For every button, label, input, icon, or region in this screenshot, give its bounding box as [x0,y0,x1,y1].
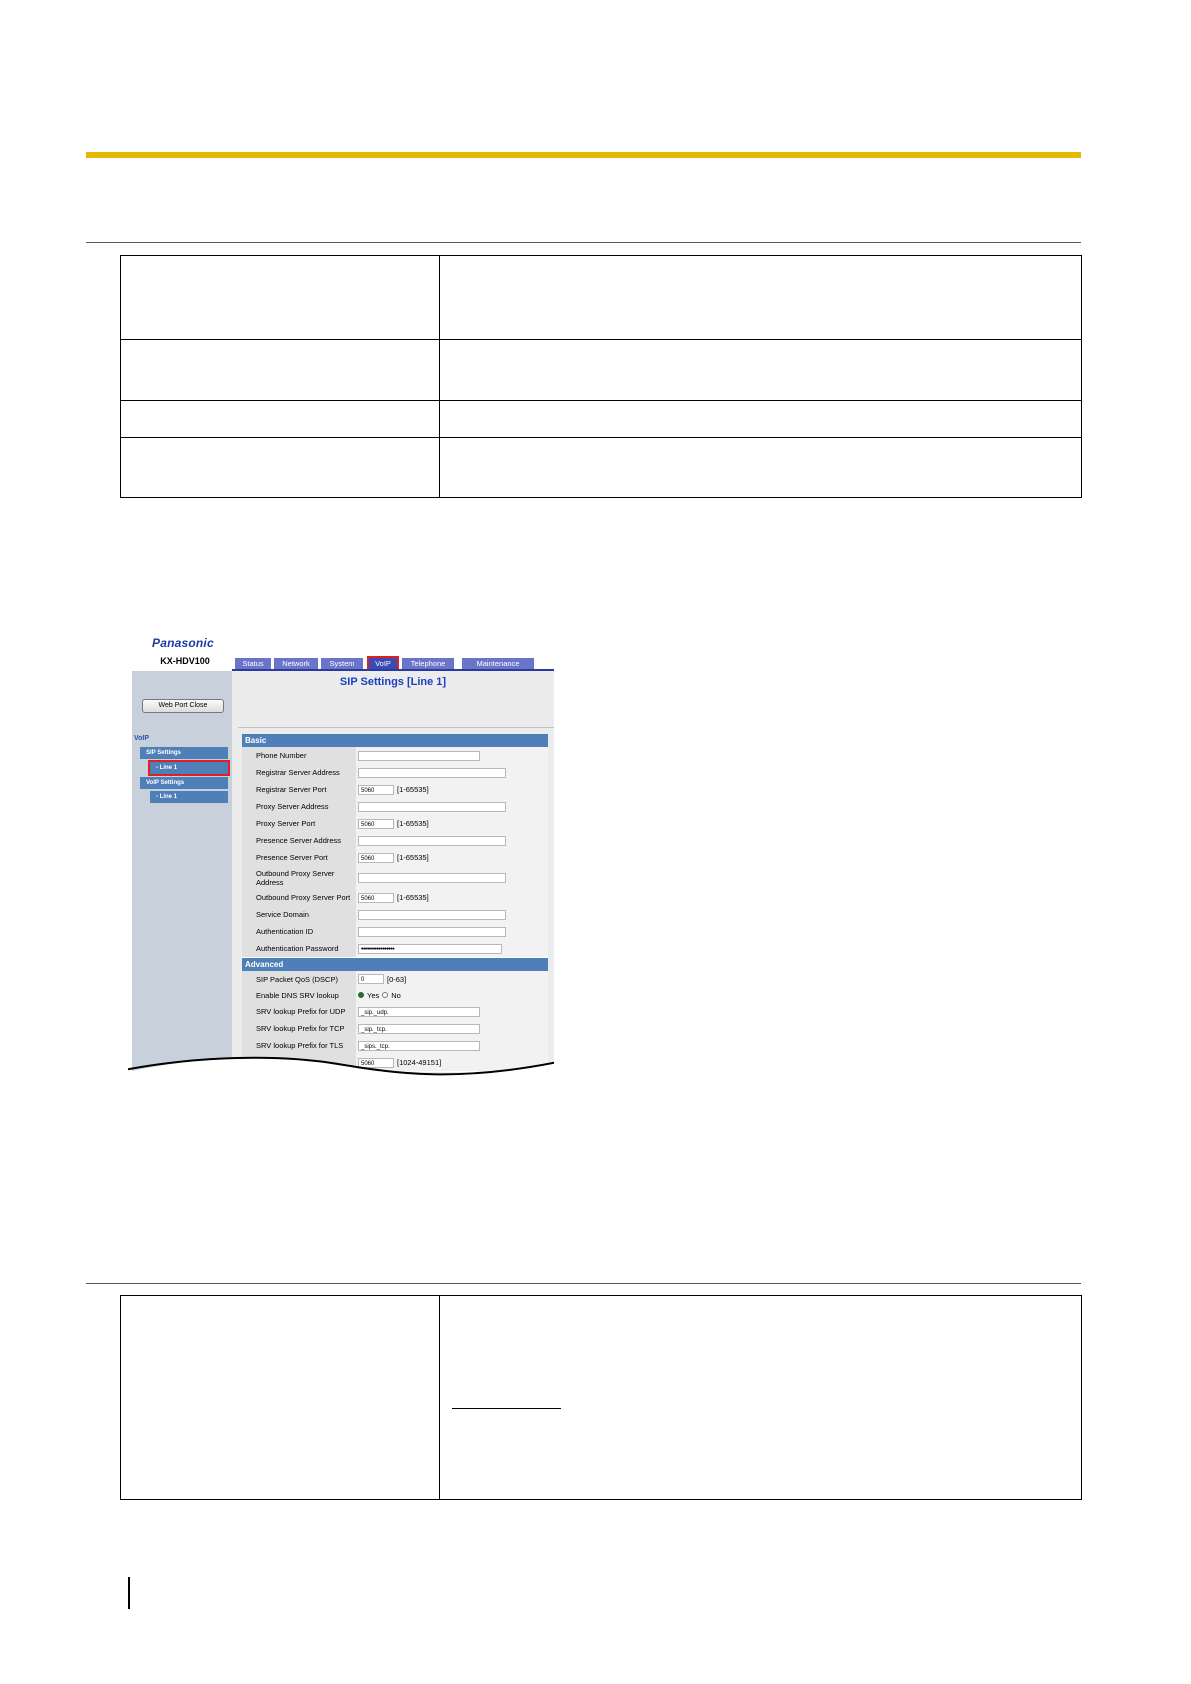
section-advanced-header: Advanced [242,958,548,971]
row-outbound-proxy-server-port [242,889,548,907]
outbound-proxy-server-address-input[interactable] [358,873,506,883]
field-label: Registrar Server Address [242,764,356,781]
registrar-server-port-input[interactable]: 5060 [358,785,394,795]
authentication-id-input[interactable] [358,927,506,937]
row-service-domain [242,906,548,924]
field-label: Presence Server Port [242,849,356,866]
row-enable-dns-srv [242,987,548,1004]
field-label: Phone Number [242,747,356,764]
field-label: Outbound Proxy Server Address [242,866,356,889]
row-presence-server-address [242,832,548,850]
param-name-cell [121,401,440,438]
model-name: KX-HDV100 [160,656,210,666]
range-hint: [1024-49151] [397,1058,442,1067]
field-label: Enable DNS SRV lookup [242,987,356,1003]
outbound-proxy-server-port-input[interactable]: 5060 [358,893,394,903]
sidebar-section-voip: VoIP [134,735,150,742]
row-authentication-id [242,923,548,941]
row-proxy-server-port [242,815,548,833]
row-authentication-password [242,940,548,958]
field-label: Authentication ID [242,923,356,940]
panasonic-logo: Panasonic [152,636,214,650]
field-label: Registrar Server Port [242,781,356,798]
tab-status[interactable]: Status [235,658,271,669]
param-name-cell [121,340,440,401]
radio-label-no: No [391,990,401,1000]
header-yellow-rule [86,152,1081,158]
param-desc-cell [440,438,1082,498]
row-srv-prefix-udp [242,1003,548,1021]
sidebar-item-voip-settings[interactable]: VoIP Settings [140,777,228,789]
row-outbound-proxy-server-address [242,866,548,890]
row-sip-packet-qos [242,971,548,988]
title-divider [238,727,554,728]
row-srv-prefix-tls [242,1037,548,1055]
sip-packet-qos-input[interactable]: 0 [358,974,384,984]
range-hint: [1-65535] [397,819,429,828]
sidebar-item-sip-settings[interactable]: SIP Settings [140,747,228,759]
phone-number-input[interactable] [358,751,480,761]
presence-server-port-input[interactable]: 5060 [358,853,394,863]
section-basic-header: Basic [242,734,548,747]
param-desc-cell [440,256,1082,340]
note-underline [452,1408,561,1409]
page-footer-bar [128,1577,130,1609]
local-sip-port-input[interactable]: 5060 [358,1058,394,1068]
field-label: SRV lookup Prefix for TCP [242,1020,356,1037]
row-registrar-server-address [242,764,548,782]
param-name-cell [121,438,440,498]
registrar-server-address-input[interactable] [358,768,506,778]
parameter-table-top [120,255,1082,498]
field-label: SRV lookup Prefix for UDP [242,1003,356,1020]
tab-network[interactable]: Network [274,658,318,669]
range-hint: [1-65535] [397,853,429,862]
param-desc-cell [440,340,1082,401]
dns-srv-no-radio[interactable] [382,992,388,998]
authentication-password-input[interactable]: ••••••••••••••••• [358,944,502,954]
proxy-server-address-input[interactable] [358,802,506,812]
param-desc-cell [440,401,1082,438]
service-domain-input[interactable] [358,910,506,920]
web-ui-screenshot [128,634,554,1096]
field-label: Service Domain [242,906,356,923]
param-name-cell [121,256,440,340]
srv-prefix-udp-input[interactable]: _sip._udp. [358,1007,480,1017]
field-label: Authentication Password [242,940,356,957]
sidebar-item-voip-line1[interactable]: - Line 1 [150,791,228,803]
parameter-table-bottom [120,1295,1082,1500]
param-desc-cell [440,1296,1082,1500]
proxy-server-port-input[interactable]: 5060 [358,819,394,829]
field-label: Proxy Server Address [242,798,356,815]
range-hint: [1-65535] [397,893,429,902]
tab-system[interactable]: System [321,658,363,669]
dns-srv-yes-radio[interactable] [358,992,364,998]
row-srv-prefix-tcp [242,1020,548,1038]
field-label: SIP Packet QoS (DSCP) [242,971,356,987]
web-port-close-button[interactable]: Web Port Close [142,699,224,713]
field-label: Presence Server Address [242,832,356,849]
radio-label-yes: Yes [367,990,380,1000]
tab-telephone[interactable]: Telephone [402,658,454,669]
page-title: SIP Settings [Line 1] [339,676,447,688]
range-hint: [1-65535] [397,785,429,794]
sidebar-item-sip-line1[interactable]: - Line 1 [150,762,228,774]
tab-maintenance[interactable]: Maintenance [462,658,534,669]
range-hint: [0-63] [387,974,407,984]
tab-voip[interactable]: VoIP [369,658,397,669]
row-presence-server-port [242,849,548,867]
presence-server-address-input[interactable] [358,836,506,846]
srv-prefix-tcp-input[interactable]: _sip._tcp. [358,1024,480,1034]
param-name-cell [121,1296,440,1500]
section-rule-bottom [86,1283,1081,1284]
row-phone-number [242,747,548,765]
field-label: Proxy Server Port [242,815,356,832]
field-label: SRV lookup Prefix for TLS [242,1037,356,1054]
row-registrar-server-port [242,781,548,799]
row-proxy-server-address [242,798,548,816]
srv-prefix-tls-input[interactable]: _sips._tcp. [358,1041,480,1051]
section-rule-top [86,242,1081,243]
torn-edge [128,1054,554,1096]
field-label: Outbound Proxy Server Port [242,889,356,906]
